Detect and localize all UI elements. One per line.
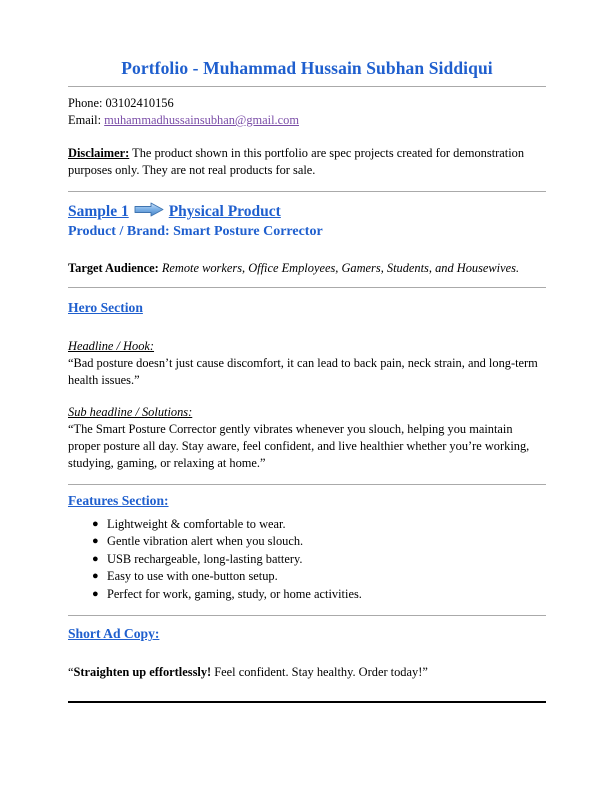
- target-audience-block: [68, 260, 546, 277]
- subheadline-label: Sub headline / Solutions:: [68, 404, 193, 419]
- list-item-label: Gentle vibration alert when you slouch.: [107, 534, 304, 549]
- bullet-icon: ●: [92, 552, 99, 565]
- target-audience-label: Target Audience:: [68, 260, 159, 275]
- phone-line: [68, 95, 546, 112]
- ad-copy-bold: Straighten up effortlessly!: [73, 664, 212, 679]
- email-label: Email:: [68, 112, 102, 127]
- list-item-label: Lightweight & comfortable to wear.: [107, 516, 286, 531]
- list-item-label: Easy to use with one-button setup.: [107, 569, 278, 584]
- ad-copy-heading: Short Ad Copy:: [68, 626, 160, 642]
- list-item-label: USB rechargeable, long-lasting battery.: [107, 551, 303, 566]
- email-link[interactable]: muhammadhussainsubhan@gmail.com: [104, 112, 299, 127]
- ad-copy-quote-open: “: [68, 664, 74, 679]
- right-arrow-icon: [134, 202, 164, 223]
- disclaimer-label: Disclaimer:: [68, 145, 130, 160]
- features-section: [68, 491, 546, 604]
- bullet-icon: ●: [92, 535, 99, 548]
- list-item: [68, 568, 546, 586]
- disclaimer-block: [68, 145, 546, 179]
- sample-heading: [68, 202, 546, 223]
- headline-label: Headline / Hook:: [68, 338, 155, 353]
- ad-copy-text: [68, 664, 546, 681]
- bullet-icon: ●: [92, 570, 99, 583]
- bullet-icon: ●: [92, 517, 99, 530]
- target-audience-value: Remote workers, Office Employees, Gamers, Students, and Housewives.: [158, 260, 520, 275]
- list-item-label: Perfect for work, gaming, study, or home activities.: [107, 586, 362, 601]
- sample-suffix: Physical Product: [168, 202, 281, 220]
- hero-heading: Hero Section: [68, 299, 143, 315]
- contact-block: [68, 95, 546, 129]
- brand-line: Product / Brand: Smart Posture Corrector: [68, 224, 323, 240]
- page-title: Portfolio - Muhammad Hussain Subhan Siddiqui: [121, 58, 493, 78]
- ad-copy-rest: Feel confident. Stay healthy. Order today!”: [211, 664, 428, 679]
- features-list: [68, 516, 546, 604]
- bullet-icon: ●: [92, 587, 99, 600]
- list-item: [68, 586, 546, 604]
- hero-section: [68, 298, 546, 472]
- headline-text: “Bad posture doesn’t just cause discomfort, it can lead to back pain, neck strain, and long-term health issues.”: [68, 355, 538, 387]
- document-content: [68, 58, 546, 703]
- divider-footer: [68, 701, 546, 703]
- features-heading: Features Section:: [68, 492, 169, 508]
- subheadline-text: “The Smart Posture Corrector gently vibrates whenever you slouch, helping you maintain proper posture all day. Stay aware, feel confident, and live healthier whether you’re working, studying, gaming, or relaxing at home.”: [68, 421, 530, 470]
- phone-value: 03102410156: [102, 95, 174, 110]
- email-line: [68, 112, 546, 129]
- phone-label: Phone:: [68, 95, 103, 110]
- list-item: [68, 533, 546, 551]
- ad-copy-section: [68, 624, 546, 680]
- list-item: [68, 551, 546, 569]
- list-item: [68, 516, 546, 534]
- disclaimer-text: The product shown in this portfolio are spec projects created for demonstration purposes only. They are not real products for sale.: [68, 145, 525, 177]
- sample-prefix: Sample 1: [68, 202, 129, 220]
